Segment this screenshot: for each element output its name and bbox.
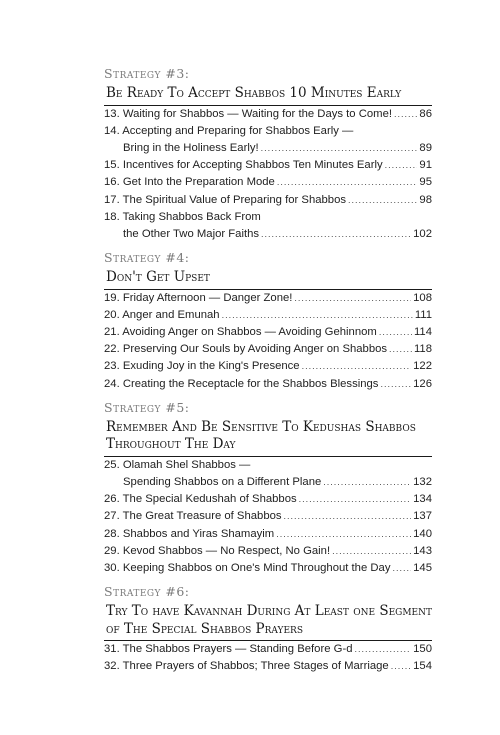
dot-leader [392, 560, 411, 577]
table-of-contents [104, 66, 432, 683]
dot-leader [389, 341, 412, 358]
toc-list [104, 457, 432, 577]
strategy-title [104, 269, 432, 290]
entry-title: Incentives for Accepting Shabbos Ten Minutes Early [122, 159, 383, 172]
dot-leader [348, 192, 417, 209]
entry-number: 28. [104, 527, 120, 540]
toc-entry[interactable] [104, 307, 432, 324]
toc-entry[interactable] [104, 658, 432, 675]
dot-leader [261, 140, 418, 157]
entry-number: 13. [104, 107, 120, 120]
toc-list [104, 290, 432, 393]
page-number: 154 [413, 660, 432, 673]
page-number: 102 [413, 227, 432, 240]
dot-leader [302, 358, 412, 375]
dot-leader [284, 508, 412, 525]
page-number: 143 [413, 544, 432, 557]
entry-number: 29. [104, 544, 120, 557]
strategy-label: Strategy #5: [104, 399, 190, 415]
toc-entry[interactable] [104, 123, 432, 140]
page-number: 140 [413, 527, 432, 540]
page-number: 126 [413, 377, 432, 390]
strategy-title-line: Remember And Be Sensitive To Kedushas Shabbos [106, 418, 416, 435]
page-number: 137 [413, 510, 432, 523]
entry-number: 23. [104, 360, 120, 373]
toc-entry[interactable] [104, 341, 432, 358]
entry-number: 24. [104, 377, 120, 390]
toc-entry[interactable] [104, 192, 432, 209]
strategy-label: Strategy #4: [104, 250, 190, 266]
entry-title: Accepting and Preparing for Shabbos Early — [122, 124, 354, 137]
strategy-label: Strategy #6: [104, 584, 190, 600]
page-number: 111 [414, 308, 432, 321]
entry-title: The Shabbos Prayers — Standing Before G-d [122, 643, 353, 656]
dot-leader [323, 474, 411, 491]
page-number: 98 [419, 193, 432, 206]
strategy-title [104, 419, 432, 457]
entry-title: The Spiritual Value of Preparing for Shabbos [122, 193, 347, 206]
dot-leader [261, 226, 411, 243]
page-number: 108 [413, 291, 432, 304]
toc-entry[interactable] [104, 508, 432, 525]
toc-entry[interactable] [104, 474, 432, 491]
entry-title: Spending Shabbos on a Different Plane [123, 476, 322, 489]
entry-number: 21. [104, 326, 120, 339]
toc-entry[interactable] [104, 226, 432, 243]
entry-number: 19. [104, 291, 120, 304]
entry-number: 26. [104, 493, 120, 506]
dot-leader [380, 376, 411, 393]
entry-number: 27. [104, 510, 120, 523]
page-number: 86 [419, 107, 432, 120]
entry-title: The Special Kedushah of Shabbos [122, 493, 297, 506]
page-number: 145 [413, 562, 432, 575]
page-number: 91 [419, 159, 432, 172]
entry-title: Shabbos and Yiras Shamayim [122, 527, 275, 540]
entry-title: Waiting for Shabbos — Waiting for the Days to Come! [122, 107, 393, 120]
entry-number: 18. [104, 210, 120, 223]
dot-leader [332, 543, 411, 560]
entry-title: Olamah Shel Shabbos — [122, 458, 251, 471]
strategy-title [104, 85, 432, 106]
entry-number: 31. [104, 643, 120, 656]
toc-list [104, 641, 432, 675]
dot-leader [276, 526, 411, 543]
toc-entry[interactable] [104, 209, 432, 226]
dot-leader [379, 324, 412, 341]
toc-section [104, 584, 432, 675]
strategy-title [104, 603, 432, 641]
entry-title: the Other Two Major Faiths [123, 227, 260, 240]
toc-entry[interactable] [104, 157, 432, 174]
toc-entry[interactable] [104, 324, 432, 341]
entry-title: Creating the Receptacle for the Shabbos Blessings [122, 377, 379, 390]
toc-entry[interactable] [104, 376, 432, 393]
entry-number: 32. [104, 660, 120, 673]
page-number: 114 [413, 326, 432, 339]
entry-title: Kevod Shabbos — No Respect, No Gain! [122, 544, 331, 557]
toc-entry[interactable] [104, 526, 432, 543]
dot-leader [294, 290, 411, 307]
toc-entry[interactable] [104, 174, 432, 191]
toc-entry[interactable] [104, 290, 432, 307]
entry-title: Exuding Joy in the King's Presence [122, 360, 300, 373]
toc-list [104, 106, 432, 244]
entry-title: Preserving Our Souls by Avoiding Anger on Shabbos [122, 343, 388, 356]
entry-number: 16. [104, 176, 120, 189]
entry-number: 14. [104, 124, 120, 137]
strategy-label: Strategy #3: [104, 66, 190, 81]
page-number: 150 [413, 643, 432, 656]
strategy-title-line: Be Ready To Accept Shabbos 10 Minutes Early [106, 85, 402, 101]
dot-leader [222, 307, 413, 324]
entry-title: Get Into the Preparation Mode [122, 176, 275, 189]
entry-title: Keeping Shabbos on One's Mind Throughout the Day [122, 562, 391, 575]
toc-entry[interactable] [104, 140, 432, 157]
toc-entry[interactable] [104, 641, 432, 658]
toc-entry[interactable] [104, 491, 432, 508]
entry-number: 22. [104, 343, 120, 356]
strategy-title-line: of The Special Shabbos Prayers [106, 620, 303, 637]
entry-title: The Great Treasure of Shabbos [122, 510, 282, 523]
strategy-title-line: Try To have Kavannah During At Least one Segment [106, 603, 433, 620]
strategy-title-line: Throughout The Day [106, 436, 236, 453]
dot-leader [354, 641, 411, 658]
entry-number: 15. [104, 159, 120, 172]
entry-number: 30. [104, 562, 120, 575]
entry-number: 17. [104, 193, 120, 206]
entry-title: Taking Shabbos Back From [122, 210, 261, 223]
dot-leader [391, 658, 411, 675]
toc-section [104, 66, 432, 243]
toc-section [104, 400, 432, 577]
page-number: 95 [419, 176, 432, 189]
entry-title: Three Prayers of Shabbos; Three Stages of Marriage [122, 660, 389, 673]
entry-title: Bring in the Holiness Early! [123, 141, 259, 154]
page-number: 89 [419, 141, 432, 154]
page-number: 134 [413, 493, 432, 506]
toc-entry[interactable] [104, 560, 432, 577]
toc-section [104, 250, 432, 393]
dot-leader [394, 106, 417, 123]
entry-number: 25. [104, 458, 120, 471]
toc-entry[interactable] [104, 457, 432, 474]
dot-leader [385, 157, 418, 174]
dot-leader [299, 491, 412, 508]
entry-title: Anger and Emunah [122, 308, 220, 321]
toc-entry[interactable] [104, 106, 432, 123]
page-number: 132 [413, 476, 432, 489]
toc-entry[interactable] [104, 358, 432, 375]
page-number: 122 [413, 360, 432, 373]
toc-entry[interactable] [104, 543, 432, 560]
entry-title: Avoiding Anger on Shabbos — Avoiding Gehinnom [122, 326, 377, 339]
entry-title: Friday Afternoon — Danger Zone! [122, 291, 293, 304]
dot-leader [277, 174, 418, 191]
entry-number: 20. [104, 308, 120, 321]
page-number: 118 [413, 343, 432, 356]
strategy-title-line: Don't Get Upset [106, 269, 210, 286]
